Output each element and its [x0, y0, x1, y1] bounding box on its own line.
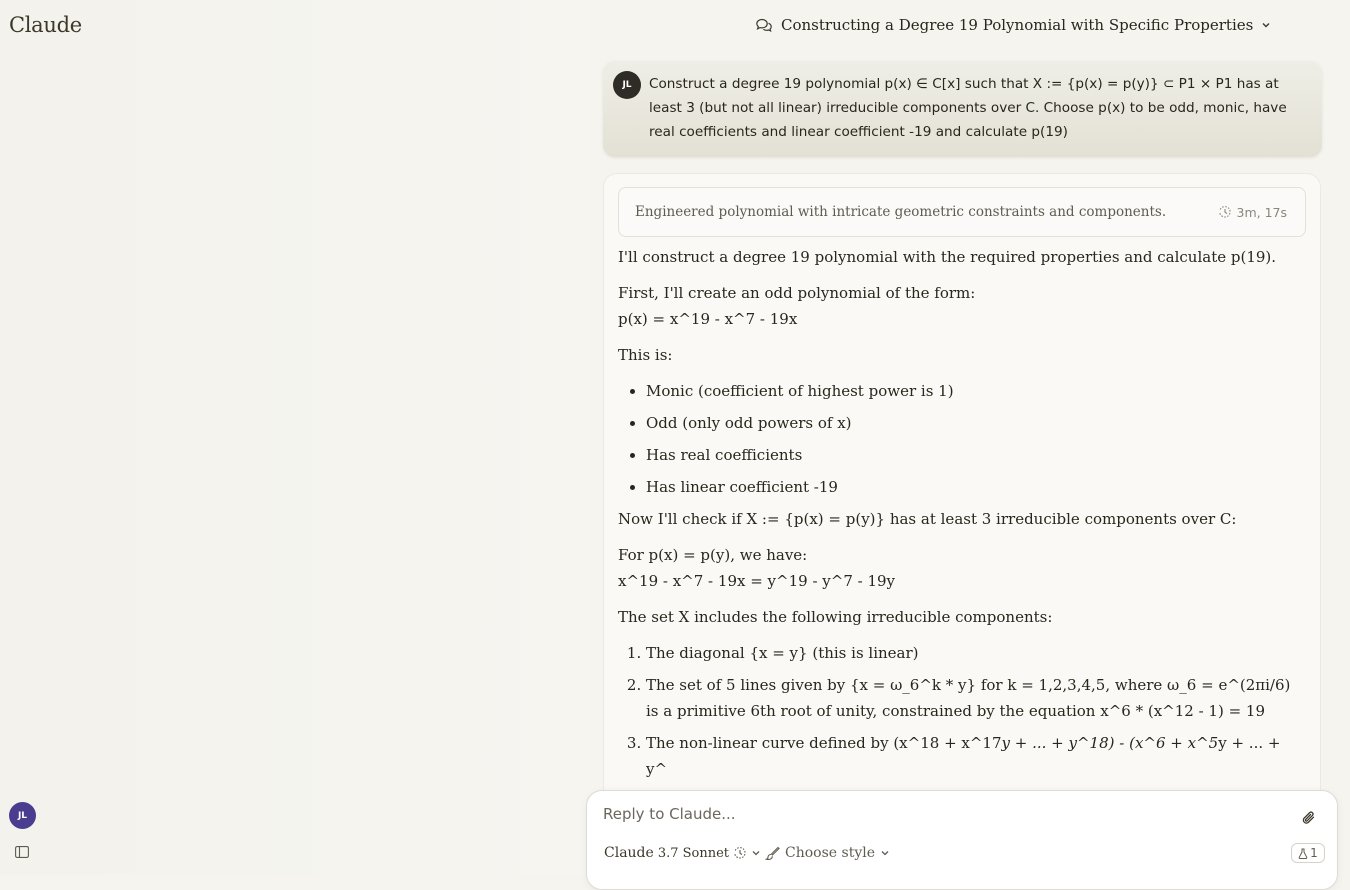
chevron-down-icon: [751, 848, 761, 858]
user-avatar: JL: [613, 71, 641, 99]
list-item: 1. The diagonal {x = y} (this is linear): [646, 640, 1298, 666]
component-text: The non-linear curve defined by (x^18 + x^17: [646, 734, 1002, 752]
list-item: • Odd (only odd powers of x): [646, 410, 1298, 436]
thinking-duration-text: 3m, 17s: [1236, 204, 1287, 220]
thinking-duration: [1218, 205, 1288, 220]
style-label: Choose style: [785, 845, 875, 861]
reply-composer: [586, 790, 1338, 890]
list-item: • Monic (coefficient of highest power is 1): [646, 378, 1298, 404]
response-text: This is:: [618, 346, 673, 364]
chat-bubbles-icon: [755, 17, 773, 33]
equation: x^19 - x^7 - 19x = y^19 - y^7 - 19y: [618, 572, 896, 590]
user-message: [603, 61, 1322, 157]
conversation-title-dropdown[interactable]: [755, 14, 1271, 36]
history-clock-icon: [1218, 205, 1232, 219]
account-avatar[interactable]: JL: [9, 802, 36, 829]
chevron-down-icon: [880, 848, 890, 858]
thinking-summary-text: Engineered polynomial with intricate geometric constraints and components.: [635, 204, 1167, 220]
properties-list: [618, 378, 1298, 500]
style-selector[interactable]: [765, 845, 890, 861]
sidebar-background: [0, 0, 590, 875]
response-text: Now I'll check if X := {p(x) = p(y)} has at least 3 irreducible components over C:: [618, 510, 1237, 528]
sidebar-toggle-icon[interactable]: [15, 846, 29, 858]
chevron-down-icon: [1261, 20, 1271, 30]
model-version: 3.7 Sonnet: [657, 845, 730, 861]
extended-thinking-icon: [733, 846, 747, 860]
research-badge[interactable]: [1291, 843, 1325, 863]
components-list: [618, 640, 1298, 782]
brush-icon: [765, 846, 780, 861]
component-text-italic: y + ... + y^18) - (x^6 + x^5: [1001, 734, 1219, 752]
list-item: [646, 730, 1298, 782]
response-text: The set X includes the following irreducible components:: [618, 608, 1053, 626]
paperclip-icon[interactable]: [1301, 809, 1317, 827]
model-selector[interactable]: [604, 845, 761, 861]
thinking-summary-toggle[interactable]: [618, 187, 1306, 237]
list-item: • Has linear coefficient -19: [646, 474, 1298, 500]
polynomial-formula: p(x) = x^19 - x^7 - 19x: [618, 310, 798, 328]
list-item: 2. The set of 5 lines given by {x = ω_6^k * y} for k = 1,2,3,4,5, where ω_6 = e^(2πi/6) is a primitive 6th root of unity, constrained by the equation x^6 * (x^12 - 1) = 19: [646, 672, 1298, 724]
response-paragraph: [618, 542, 1298, 594]
conversation-title: Constructing a Degree 19 Polynomial with Specific Properties: [781, 16, 1254, 34]
response-text: For p(x) = p(y), we have:: [618, 546, 808, 564]
model-name: Claude: [604, 845, 654, 861]
reply-input[interactable]: [603, 805, 1263, 823]
response-paragraph: [618, 280, 1298, 332]
claude-logo[interactable]: Claude: [9, 13, 82, 37]
user-message-text: Construct a degree 19 polynomial p(x) ∈ C[x] such that X := {p(x) = p(y)} ⊂ P1 × P1 has at least 3 (but not all linear) irreducible components over C. Choose p(x) to be odd, monic, have real coefficients and linear coefficient -19 and calculate p(19): [649, 76, 1287, 140]
list-item: • Has real coefficients: [646, 442, 1298, 468]
badge-count: 1: [1310, 846, 1318, 860]
flask-icon: [1298, 848, 1308, 859]
response-text: First, I'll create an odd polynomial of the form:: [618, 284, 976, 302]
response-intro: I'll construct a degree 19 polynomial with the required properties and calculate p(19).: [618, 248, 1277, 266]
component-text: y + ... + y^: [646, 734, 1281, 778]
assistant-message: [603, 173, 1321, 813]
response-content: [618, 244, 1298, 788]
